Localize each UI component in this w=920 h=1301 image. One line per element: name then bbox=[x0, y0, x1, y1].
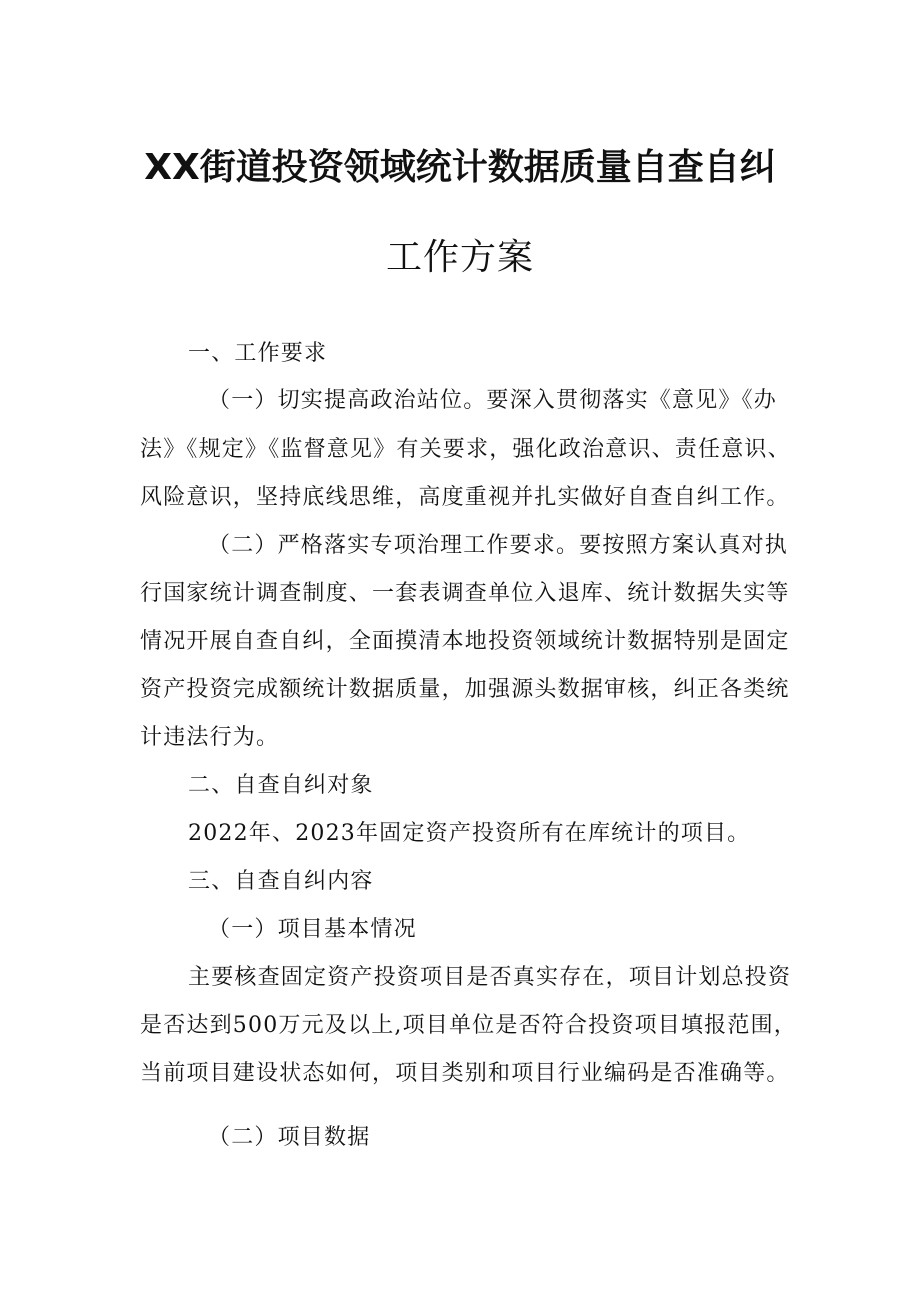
paragraph-line: 是否达到500万元及以上,项目单位是否符合投资项目填报范围， bbox=[140, 1013, 797, 1038]
subsection-heading: （二）项目数据 bbox=[208, 1125, 371, 1150]
paragraph-line: （二）严格落实专项治理工作要求。要按照方案认真对执 bbox=[208, 533, 789, 558]
paragraph-line: 风险意识，坚持底线思维，高度重视并扎实做好自查自纠工作。 bbox=[140, 485, 790, 510]
paragraph-line: （一）切实提高政治站位。要深入贯彻落实《意见》《办 bbox=[208, 388, 778, 413]
paragraph-line: 当前项目建设状态如何，项目类别和项目行业编码是否准确等。 bbox=[140, 1061, 790, 1086]
paragraph-line: 计违法行为。 bbox=[140, 725, 280, 750]
paragraph-line: 主要核查固定资产投资项目是否真实存在，项目计划总投资 bbox=[188, 965, 792, 990]
section-heading-1: 一、工作要求 bbox=[188, 341, 328, 366]
paragraph-line: 2022年、2023年固定资产投资所有在库统计的项目。 bbox=[188, 821, 751, 846]
paragraph-line: 法》《规定》《监督意见》有关要求，强化政治意识、责任意识、 bbox=[140, 437, 791, 462]
paragraph-line: 行国家统计调查制度、一套表调查单位入退库、统计数据失实等 bbox=[140, 581, 790, 606]
section-heading-2: 二、自查自纠对象 bbox=[188, 773, 374, 798]
paragraph-line: 资产投资完成额统计数据质量，加强源头数据审核，纠正各类统 bbox=[140, 677, 790, 702]
document-title-line-2: 工作方案 bbox=[385, 237, 534, 278]
document-title-line-1: XX街道投资领域统计数据质量自查自纠 bbox=[144, 147, 776, 188]
section-heading-3: 三、自查自纠内容 bbox=[188, 869, 374, 894]
paragraph-line: 情况开展自查自纠，全面摸清本地投资领域统计数据特别是固定 bbox=[140, 629, 790, 654]
subsection-heading: （一）项目基本情况 bbox=[208, 917, 417, 942]
